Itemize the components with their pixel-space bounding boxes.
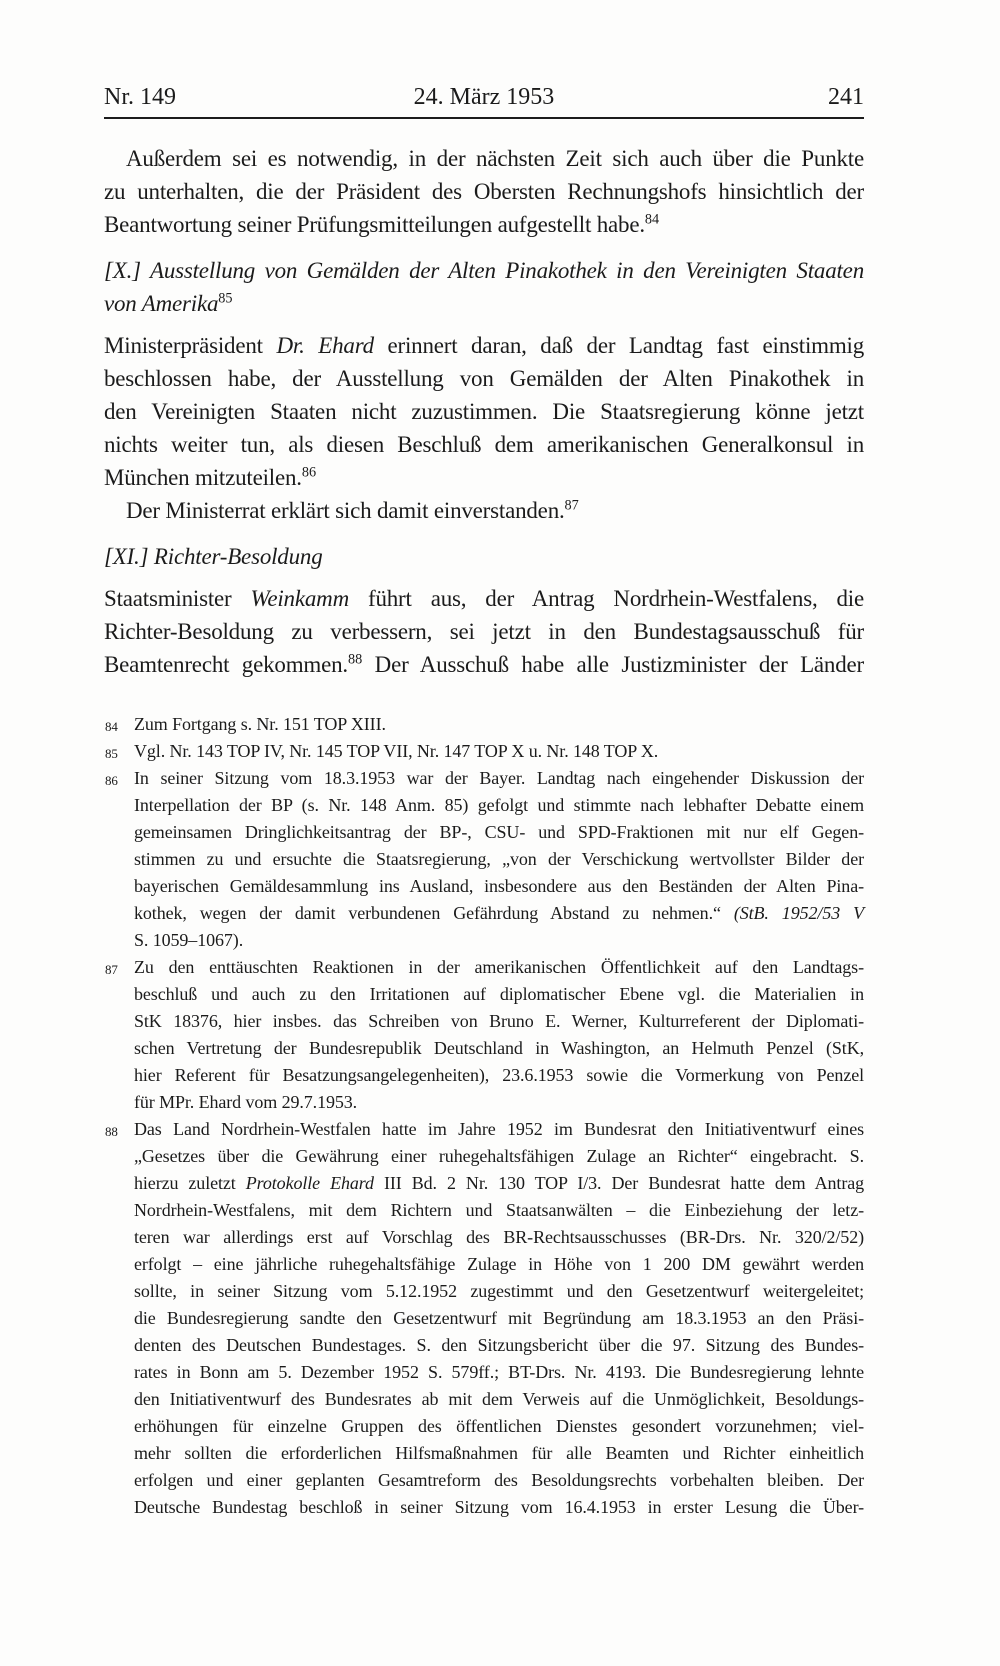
text-run: (StB. 1952/53 V (733, 903, 864, 923)
footnote (104, 765, 864, 954)
text-run: kothek, wegen der damit verbundenen Gefährdung Abstand zu nehmen.“ (134, 903, 734, 923)
text-line (134, 846, 864, 873)
text-run: Richter-Besoldung zu verbessern, sei jetzt in den Bundestagsausschuß für (104, 619, 864, 644)
text-line (134, 1035, 864, 1062)
page-number: 241 (828, 84, 864, 110)
header-rule (104, 117, 864, 119)
text-line (104, 142, 864, 175)
footnote (104, 1116, 864, 1521)
paragraph (104, 142, 864, 241)
text-line (104, 208, 864, 241)
text-run: erfolgen und einer geplanten Gesamtreform des Besoldungsrechts vorbehalten bleiben. Der (134, 1470, 864, 1490)
text-line (134, 1251, 864, 1278)
text-line (134, 1332, 864, 1359)
text-line (134, 1359, 864, 1386)
text-line (134, 1278, 864, 1305)
text-run: Ministerpräsident (104, 333, 277, 358)
footnote (104, 954, 864, 1116)
text-line (134, 792, 864, 819)
footnote-number: 86 (105, 773, 118, 788)
paragraph (104, 494, 864, 527)
text-line (134, 873, 864, 900)
text-line (134, 1089, 864, 1116)
text-run: bayerischen Gemäldesammlung ins Ausland, insbesondere aus den Beständen der Alten Pina- (134, 876, 864, 896)
text-run: führt aus, der Antrag Nordrhein-Westfalens, die (349, 586, 864, 611)
text-line (134, 927, 864, 954)
footnote-ref: 85 (218, 290, 233, 307)
text-line (134, 1062, 864, 1089)
text-run: Staatsminister (104, 586, 251, 611)
text-run: Deutsche Bundestag beschloß in seiner Sitzung vom 16.4.1953 in erster Lesung die Über- (134, 1497, 864, 1517)
text-line (104, 615, 864, 648)
text-run: erhöhungen für einzelne Gruppen des öffentlichen Dienstes gesondert vorzunehmen; viel- (134, 1416, 864, 1436)
text-line (134, 1386, 864, 1413)
text-line (134, 1224, 864, 1251)
text-run: teren war allerdings erst auf Vorschlag des BR-Rechtsausschusses (BR-Drs. Nr. 320/2/52) (134, 1227, 864, 1247)
text-line (104, 648, 864, 681)
footnote-ref: 84 (644, 211, 660, 228)
text-run: III Bd. 2 Nr. 130 TOP I/3. Der Bundesrat hatte dem Antrag (373, 1173, 865, 1193)
footnote-number: 87 (105, 962, 118, 977)
text-line (134, 1305, 864, 1332)
text-run: „Gesetzes über die Gewährung einer ruhegehaltsfähigen Zulage an Richter“ eingebracht. S. (134, 1146, 864, 1166)
section-heading (104, 254, 864, 320)
footnote-ref: 87 (564, 497, 579, 514)
text-run: Interpellation der BP (s. Nr. 148 Anm. 85) gefolgt und stimmte nach lebhafter Debatte einem (134, 795, 864, 815)
text-line (134, 1143, 864, 1170)
text-line (134, 1413, 864, 1440)
text-line (134, 954, 864, 981)
text-run: zu unterhalten, die der Präsident des Obersten Rechnungshofs hinsichtlich der (104, 179, 864, 204)
text-run: nichts weiter tun, als diesen Beschluß dem amerikanischen Generalkonsul in (104, 432, 864, 457)
text-run: rates in Bonn am 5. Dezember 1952 S. 579ff.; BT-Drs. Nr. 4193. Die Bundesregierung lehnte (134, 1362, 864, 1382)
text-run: Der Ministerrat erklärt sich damit einverstanden. (126, 498, 565, 523)
text-run: Weinkamm (250, 586, 349, 611)
text-run: für MPr. Ehard vom 29.7.1953. (134, 1092, 358, 1112)
footnote-ref: 86 (301, 464, 317, 481)
text-line (104, 362, 864, 395)
footnote-number: 85 (105, 746, 118, 761)
text-run: schen Vertretung der Bundesrepublik Deutschland in Washington, an Helmuth Penzel (StK, (134, 1038, 864, 1058)
footnote-number: 84 (105, 719, 118, 734)
footnote (104, 711, 864, 738)
text-run: Der Ausschuß habe alle Justizminister der Länder (362, 652, 864, 677)
text-line (134, 711, 864, 738)
text-run: erfolgt – eine jährliche ruhegehaltsfähige Zulage in Höhe von 1 200 DM gewährt werden (134, 1254, 864, 1274)
footnote-number: 88 (105, 1124, 118, 1139)
text-run: Zu den enttäuschten Reaktionen in der amerikanischen Öffentlichkeit auf den Landtags- (134, 957, 864, 977)
text-run: Dr. Ehard (276, 333, 374, 358)
text-run: beschlossen habe, der Ausstellung von Gemälden der Alten Pinakothek in (104, 366, 864, 391)
text-run: hierzu zuletzt (134, 1173, 246, 1193)
text-line (104, 494, 864, 527)
text-run: erinnert daran, daß der Landtag fast einstimmig (373, 333, 865, 358)
text-run: [XI.] Richter-Besoldung (104, 544, 323, 569)
text-line (134, 1494, 864, 1521)
text-run: gemeinsamen Dringlichkeitsantrag der BP-, CSU- und SPD-Fraktionen mit nur elf Gegen- (134, 822, 864, 842)
text-line (104, 287, 864, 320)
paragraph (104, 582, 864, 681)
text-run: sollte, in seiner Sitzung vom 5.12.1952 zugestimmt und den Gesetzentwurf weitergeleitet; (134, 1281, 864, 1301)
text-run: stimmen zu und ersuchte die Staatsregierung, „von der Verschickung wertvollster Bilder der (134, 849, 864, 869)
text-run: Beantwortung seiner Prüfungsmitteilungen aufgestellt habe. (104, 212, 645, 237)
text-run: Nordrhein-Westfalens, mit dem Richtern und Staatsanwälten – die Einbeziehung der letz- (134, 1200, 864, 1220)
text-line (134, 1116, 864, 1143)
text-run: Vgl. Nr. 143 TOP IV, Nr. 145 TOP VII, Nr. 147 TOP X u. Nr. 148 TOP X. (134, 741, 659, 761)
text-run: München mitzuteilen. (104, 465, 302, 490)
text-run: [X.] Ausstellung von Gemälden der Alten Pinakothek in den Vereinigten Staaten (104, 258, 864, 283)
text-run: In seiner Sitzung vom 18.3.1953 war der Bayer. Landtag nach eingehender Diskussion der (134, 768, 864, 788)
text-line (104, 461, 864, 494)
text-line (134, 819, 864, 846)
text-run: Protokolle Ehard (245, 1173, 374, 1193)
text-line (104, 428, 864, 461)
text-line (104, 540, 864, 573)
document-number: Nr. 149 (104, 84, 176, 110)
page-header (104, 84, 864, 110)
text-run: Außerdem sei es notwendig, in der nächsten Zeit sich auch über die Punkte (126, 146, 864, 171)
text-run: beschluß und auch zu den Irritationen auf diplomatischer Ebene vgl. die Materialien in (134, 984, 864, 1004)
text-line (134, 1197, 864, 1224)
text-line (134, 1440, 864, 1467)
text-run: Das Land Nordrhein-Westfalen hatte im Jahre 1952 im Bundesrat den Initiativentwurf eines (134, 1119, 864, 1139)
section-heading (104, 540, 864, 573)
text-line (134, 1467, 864, 1494)
text-line (104, 175, 864, 208)
text-line (104, 395, 864, 428)
text-line (134, 1170, 864, 1197)
footnote (104, 738, 864, 765)
text-run: von Amerika (104, 291, 219, 316)
text-line (134, 738, 864, 765)
text-line (134, 765, 864, 792)
text-run: Zum Fortgang s. Nr. 151 TOP XIII. (134, 714, 386, 734)
text-run: die Bundesregierung sandte den Gesetzentwurf mit Begründung am 18.3.1953 an den Präsi- (134, 1308, 864, 1328)
text-run: StK 18376, hier insbes. das Schreiben von Bruno E. Werner, Kulturreferent der Diplomati- (134, 1011, 864, 1031)
text-run: den Initiativentwurf des Bundesrates ab mit dem Verweis auf die Unmöglichkeit, Besoldungs- (134, 1389, 864, 1409)
text-line (104, 582, 864, 615)
text-run: mehr sollten die erforderlichen Hilfsmaßnahmen für alle Beamten und Richter einheitlich (134, 1443, 864, 1463)
footnote-ref: 88 (347, 651, 363, 668)
text-line (134, 900, 864, 927)
text-line (104, 329, 864, 362)
session-date: 24. März 1953 (413, 84, 555, 110)
text-run: Beamtenrecht gekommen. (104, 652, 348, 677)
main-text (104, 142, 864, 681)
text-run: hier Referent für Besatzungsangelegenheiten), 23.6.1953 sowie die Vormerkung von Penzel (134, 1065, 864, 1085)
text-line (134, 981, 864, 1008)
text-line (134, 1008, 864, 1035)
paragraph (104, 329, 864, 494)
text-run: S. 1059–1067). (134, 930, 244, 950)
text-line (104, 254, 864, 287)
text-run: denten des Deutschen Bundestages. S. den Sitzungsbericht über die 97. Sitzung des Bundes- (134, 1335, 864, 1355)
footnotes (104, 711, 864, 1521)
text-run: den Vereinigten Staaten nicht zuzustimmen. Die Staatsregierung könne jetzt (104, 399, 864, 424)
